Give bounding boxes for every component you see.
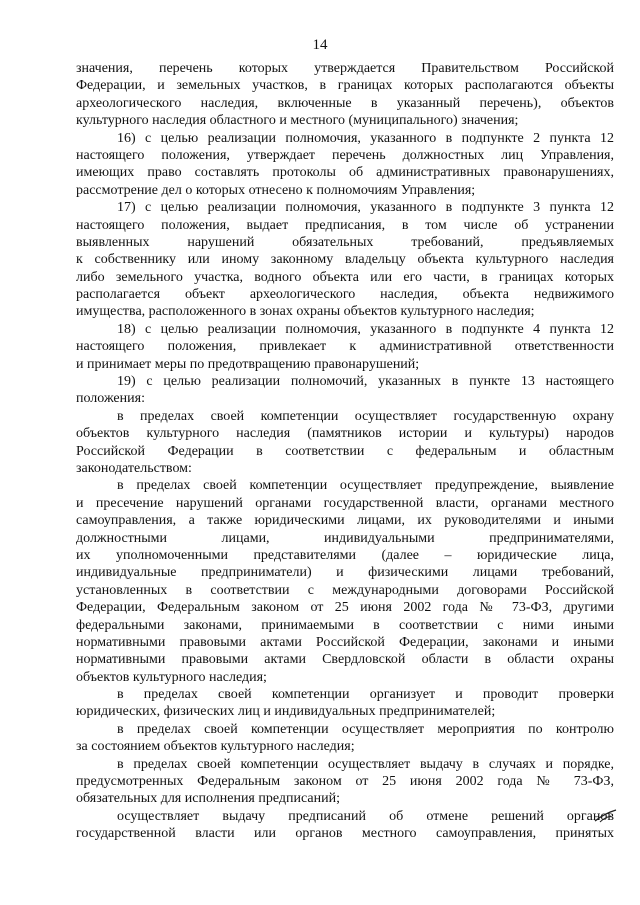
text-line: в пределах своей компетенции осуществляет выдачу в случаях и порядке, xyxy=(117,756,614,772)
text-line: археологического наследия, включенные в указанный перечень), объектов xyxy=(76,95,614,111)
paragraph xyxy=(76,321,614,373)
text-line: в пределах своей компетенции организует и проводит проверки xyxy=(117,687,614,703)
document-body xyxy=(76,60,614,843)
text-line: законодательством: xyxy=(76,460,192,476)
text-line: индивидуальные предприниматели) и физическими лицами требований, xyxy=(76,565,614,581)
text-line: культурного наследия областного и местного (муниципального) значения; xyxy=(76,113,519,129)
text-line: и принимает меры по предотвращению правонарушений; xyxy=(76,356,420,372)
paragraph xyxy=(76,60,614,130)
text-line: нормативными правовыми актами Российской Федерации, законами и иными xyxy=(76,634,614,650)
text-line: настоящего положения, привлекает к административной ответственности xyxy=(76,339,614,355)
text-line: настоящего положения, утверждает перечень должностных лиц Управления, xyxy=(76,147,614,163)
text-line: за состоянием объектов культурного наследия; xyxy=(76,739,355,755)
text-line: обязательных для исполнения предписаний; xyxy=(76,791,340,807)
text-line: имущества, расположенного в зонах охраны объектов культурного наследия; xyxy=(76,304,535,320)
text-line: либо земельного участка, водного объекта или его части, в границах которых xyxy=(76,269,614,285)
pen-mark-icon xyxy=(594,809,618,825)
paragraph xyxy=(76,408,614,478)
text-line: 16) с целью реализации полномочия, указанного в подпункте 2 пункта 12 xyxy=(117,130,614,146)
text-line: в пределах своей компетенции осуществляет государственную охрану xyxy=(117,408,614,424)
page-number: 14 xyxy=(312,37,328,53)
text-line: федеральными законами, принимаемыми в соответствии с ними иными xyxy=(76,617,614,633)
text-line: Федерации, Федеральным законом от 25 июня 2002 года № 73-ФЗ, другими xyxy=(76,600,614,616)
text-line: 19) с целью реализации полномочий, указанных в пункте 13 настоящего xyxy=(117,374,614,390)
text-line: настоящего положения, выдает предписания, в том числе об устранении xyxy=(76,217,614,233)
paragraph xyxy=(76,130,614,200)
text-line: нормативными правовыми актами Свердловской области в области охраны xyxy=(76,652,614,668)
text-line: 18) с целью реализации полномочия, указанного в подпункте 4 пункта 12 xyxy=(117,321,614,337)
text-line: предусмотренных Федеральным законом от 25 июня 2002 года № 73-ФЗ, xyxy=(76,774,614,790)
text-line: Федерации, и земельных участков, в границах которых располагаются объекты xyxy=(76,78,614,94)
text-line: к собственнику или иному законному владельцу объекта культурного наследия xyxy=(76,252,614,268)
text-line: объектов культурного наследия; xyxy=(76,669,267,685)
text-line: располагается объект археологического наследия, объекта недвижимого xyxy=(76,287,614,303)
paragraph xyxy=(76,199,614,321)
paragraph xyxy=(76,477,614,686)
paragraph xyxy=(76,721,614,756)
paragraph xyxy=(76,808,614,843)
text-line: самоуправления, а также юридическими лицами, их руководителями и иными xyxy=(76,513,614,529)
text-line: рассмотрение дел о которых отнесено к полномочиям Управления; xyxy=(76,182,476,198)
text-line: в пределах своей компетенции осуществляет мероприятия по контролю xyxy=(117,721,614,737)
text-line: в пределах своей компетенции осуществляет предупреждение, выявление xyxy=(117,478,614,494)
text-line: юридических, физических лиц и индивидуальных предпринимателей; xyxy=(76,704,496,720)
text-line: государственной власти или органов местного самоуправления, принятых xyxy=(76,826,614,842)
text-line: положения: xyxy=(76,391,145,407)
text-line: выявленных нарушений обязательных требований, предъявляемых xyxy=(76,234,614,250)
text-line: имеющих право составлять протоколы об административных правонарушениях, xyxy=(76,165,614,181)
text-line: и пресечение нарушений органами государственной власти, органами местного xyxy=(76,495,614,511)
text-line: объектов культурного наследия (памятников истории и культуры) народов xyxy=(76,426,614,442)
text-line: значения, перечень которых утверждается Правительством Российской xyxy=(76,61,614,76)
paragraph xyxy=(76,756,614,808)
text-line: Российской Федерации в соответствии с федеральным и областным xyxy=(76,443,614,459)
text-line: должностными лицами, индивидуальными предпринимателями, xyxy=(76,530,614,546)
text-line: их уполномоченными представителями (далее – юридические лица, xyxy=(76,547,614,563)
paragraph xyxy=(76,686,614,721)
paragraph xyxy=(76,373,614,408)
text-line: осуществляет выдачу предписаний об отмене решений органов xyxy=(117,808,614,824)
text-line: 17) с целью реализации полномочия, указанного в подпункте 3 пункта 12 xyxy=(117,200,614,216)
text-line: установленных в соответствии с международными договорами Российской xyxy=(76,582,614,598)
